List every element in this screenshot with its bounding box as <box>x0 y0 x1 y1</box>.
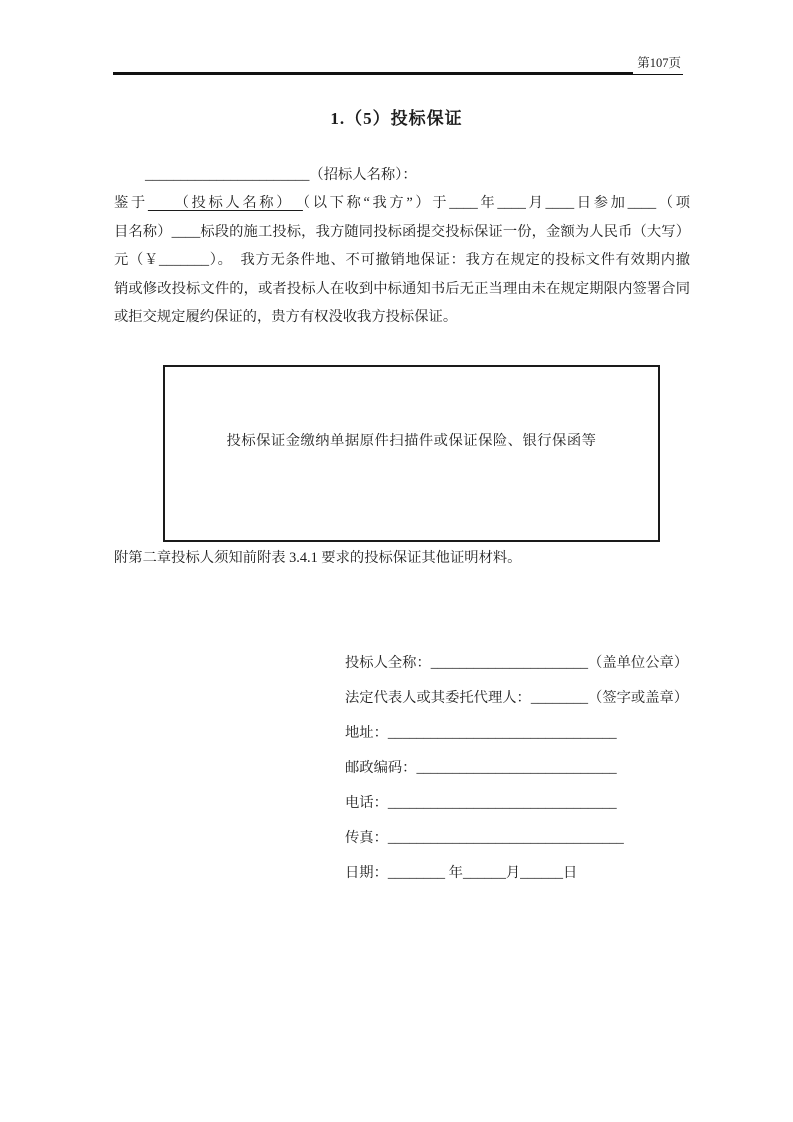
date-day-blank: ______ <box>520 865 564 881</box>
bidder-fullname-blank: ______________________ <box>430 655 589 671</box>
text-segment: 鉴于 <box>114 195 148 212</box>
signature-row-postcode <box>345 751 705 786</box>
year-blank: ____ <box>449 195 478 212</box>
postcode-blank: ____________________________ <box>416 760 617 776</box>
bidder-name-underlined: （投标人名称） <box>147 195 303 212</box>
project-blank: ____ <box>627 195 657 212</box>
text-segment: 目名称） <box>114 223 172 240</box>
page-header <box>113 48 683 75</box>
text-segment: 或拒交规定履约保证的，贵方有权没收我方投标保证。 <box>114 308 458 325</box>
signature-row-address <box>345 716 705 751</box>
date-month-blank: ______ <box>462 865 506 881</box>
address-blank: ________________________________ <box>387 725 617 741</box>
date-year-unit: 年 <box>445 865 463 881</box>
signature-row-phone <box>345 786 705 821</box>
body-line <box>114 303 690 331</box>
amount-blank: _______ <box>159 252 210 269</box>
field-label: 传真： <box>345 830 388 846</box>
text-segment: ）。 我方无条件地、不可撤销地保证：我方在规定的投标文件有效期内撤 <box>209 252 690 269</box>
legal-rep-blank: ________ <box>530 690 589 706</box>
header-rule <box>113 72 633 75</box>
text-segment: 日参加 <box>574 195 628 212</box>
tenderer-name-label: （招标人名称）： <box>309 167 417 183</box>
page-title: 1.（5）投标保证 <box>330 109 463 128</box>
body-line <box>114 275 690 303</box>
month-blank: ____ <box>497 195 526 212</box>
tenderer-name-blank: _______________________ <box>145 167 310 183</box>
text-segment: 月 <box>525 195 546 212</box>
section-blank: ____ <box>171 223 201 240</box>
text-segment: 元（￥ <box>114 252 160 269</box>
body-line <box>114 189 690 217</box>
fax-blank: _________________________________ <box>387 830 624 846</box>
attachment-note: 附第二章投标人须知前附表 3.4.1 要求的投标保证其他证明材料。 <box>114 550 522 566</box>
field-suffix: （签字或盖章） <box>588 690 689 706</box>
text-segment: （项 <box>656 195 690 212</box>
body-paragraph <box>114 161 690 331</box>
signature-row-bidder-name <box>345 646 705 681</box>
signature-row-date <box>345 856 705 891</box>
text-segment: 年 <box>477 195 498 212</box>
phone-blank: ________________________________ <box>387 795 617 811</box>
signature-row-legal-rep <box>345 681 705 716</box>
text-segment: （以下称“我方”）于 <box>302 195 450 212</box>
signature-block <box>345 646 705 891</box>
salutation-line <box>114 161 690 189</box>
body-line <box>114 246 690 274</box>
text-segment: 标段的施工投标，我方随同投标函提交投标保证一份，金额为人民币（大写） <box>200 223 690 240</box>
field-label: 电话： <box>345 795 388 811</box>
field-label: 法定代表人或其委托代理人： <box>345 690 531 706</box>
date-day-unit: 日 <box>563 865 578 881</box>
field-label: 日期： <box>345 865 388 881</box>
field-suffix: （盖单位公章） <box>588 655 689 671</box>
field-label: 邮政编码： <box>345 760 417 776</box>
text-segment: 销或修改投标文件的，或者投标人在收到中标通知书后无正当理由未在规定期限内签署合同 <box>114 280 690 297</box>
field-label: 投标人全称： <box>345 655 431 671</box>
guarantee-box-placeholder: 投标保证金缴纳单据原件扫描件或保证保险、银行保函等 <box>226 432 597 449</box>
date-month-unit: 月 <box>505 865 521 881</box>
body-line <box>114 218 690 246</box>
signature-row-fax <box>345 821 705 856</box>
day-blank: ____ <box>545 195 575 212</box>
field-label: 地址： <box>345 725 388 741</box>
date-year-blank: ________ <box>387 865 446 881</box>
guarantee-attachment-box <box>163 365 660 542</box>
page-number: 第107页 <box>633 55 683 75</box>
